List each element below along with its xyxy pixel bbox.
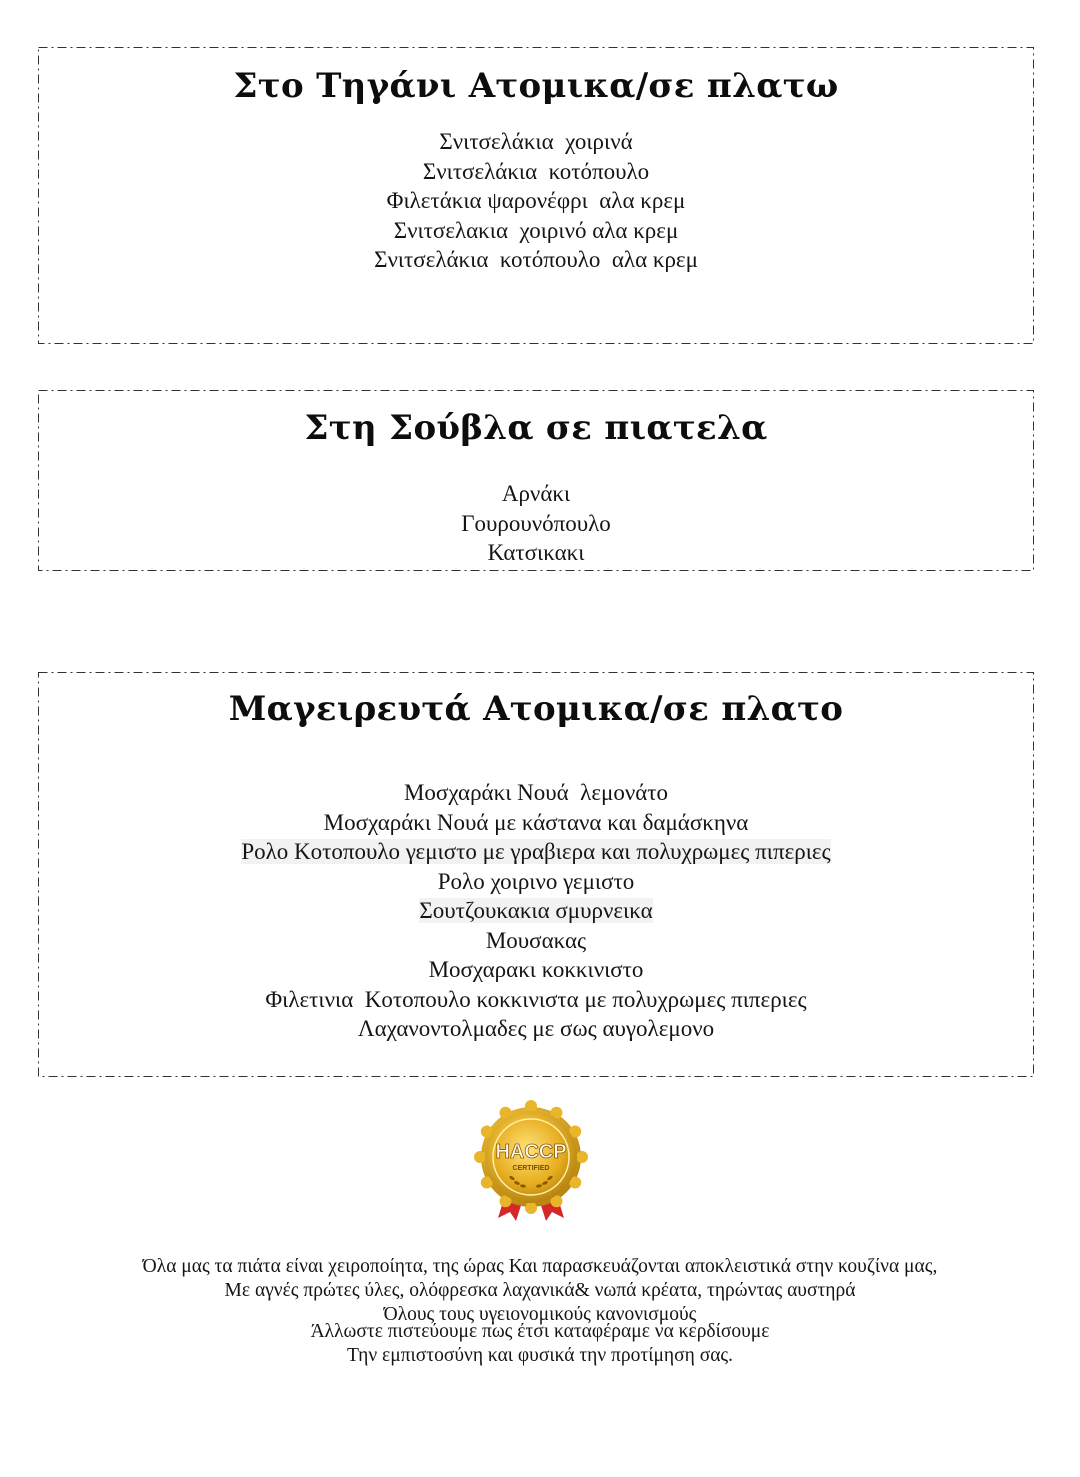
- menu-item: Μοσχαρακι κοκκινιστο: [428, 957, 644, 982]
- footer-line: Με αγνές πρώτες ύλες, ολόφρεσκα λαχανικά& νωπά κρέατα, τηρώντας αυστηρά: [224, 1280, 856, 1301]
- section-title: Στη Σούβλα σε πιατελα: [304, 408, 768, 448]
- menu-item: Κατσικακι: [487, 540, 585, 565]
- badge-subtext: CERTIFIED: [512, 1165, 550, 1172]
- menu-item: Μοσχαράκι Νουά με κάστανα και δαμάσκηνα: [323, 809, 749, 835]
- menu-item: Φιλετάκια ψαρονέφρι αλα κρεμ: [386, 188, 686, 213]
- menu-item-list: [38, 127, 1034, 275]
- section-title: Μαγειρευτά Ατομικα/σε πλατο: [228, 689, 844, 729]
- menu-item: Σνιτσελακια χοιρινό αλα κρεμ: [393, 217, 679, 243]
- menu-item: Σνιτσελάκια κοτόπουλο αλα κρεμ: [374, 247, 698, 272]
- footer-statement: [0, 1255, 1080, 1327]
- footer-closing: [0, 1320, 1080, 1368]
- menu-item: Μοσχαράκι Νουά λεμονάτο: [403, 780, 669, 805]
- menu-item-list: [38, 778, 1034, 1044]
- menu-item: Φιλετινια Κοτοπουλο κοκκινιστα με πολυχρωμες πιπεριες: [265, 986, 807, 1012]
- menu-section-spit: [38, 390, 1034, 571]
- menu-item-list: [38, 479, 1034, 568]
- menu-section-pan: [38, 47, 1034, 344]
- menu-item: Ρολο Κοτοπουλο γεμιστο με γραβιερα και πολυχρωμες πιπεριες: [241, 839, 831, 864]
- menu-item: Σουτζουκακια σμυρνεικα: [419, 898, 653, 923]
- menu-item: Ρολο χοιρινο γεμιστο: [437, 868, 635, 894]
- menu-item: Αρνάκι: [501, 481, 571, 506]
- badge-text: HACCP: [495, 1141, 567, 1163]
- menu-item: Σνιτσελάκια χοιρινά: [439, 129, 633, 154]
- menu-section-cooked: [38, 672, 1034, 1077]
- haccp-certified-seal-icon: [472, 1100, 590, 1224]
- section-title: Στο Τηγάνι Ατομικα/σε πλατω: [233, 66, 839, 106]
- menu-item: Λαχανοντολμαδες με σως αυγολεμονο: [357, 1016, 715, 1041]
- menu-item: Μουσακας: [485, 927, 587, 953]
- footer-line: Την εμπιστοσύνη και φυσικά την προτίμηση σας.: [346, 1345, 734, 1366]
- footer-line: Όλα μας τα πιάτα είναι χειροποίητα, της ώρας Και παρασκευάζονται αποκλειστικά στην κουζίνα μας,: [142, 1256, 938, 1277]
- footer-line: Άλλωστε πιστεύουμε πως έτσι καταφέραμε να κερδίσουμε: [310, 1321, 770, 1342]
- menu-item: Γουρουνόπουλο: [461, 510, 611, 536]
- footer-line: Όλους τους υγειονομικούς κανονισμούς: [383, 1304, 697, 1325]
- menu-item: Σνιτσελάκια κοτόπουλο: [422, 158, 650, 184]
